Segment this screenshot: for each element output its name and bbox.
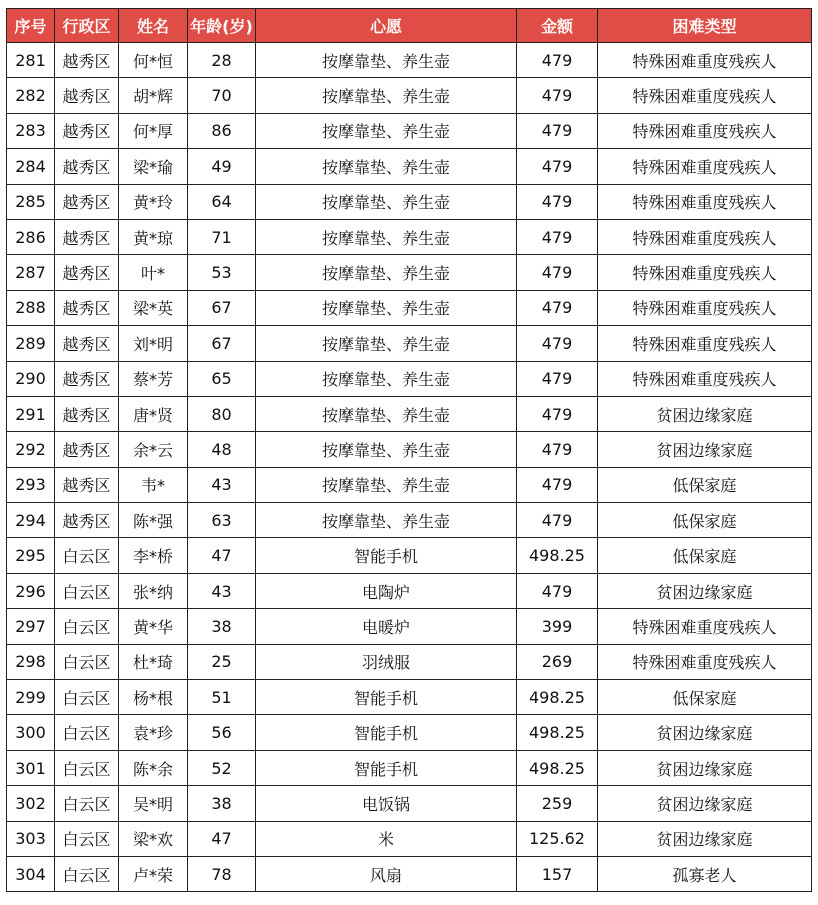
cell-amount: 479: [517, 361, 598, 396]
cell-hardship-type: 贫困边缘家庭: [598, 786, 812, 821]
table-row: [7, 644, 812, 679]
table-row: [7, 43, 812, 78]
cell-age: 43: [188, 467, 256, 502]
cell-district: 白云区: [55, 644, 119, 679]
cell-index: 288: [7, 290, 55, 325]
cell-wish: 按摩靠垫、养生壶: [256, 184, 517, 219]
cell-index: 281: [7, 43, 55, 78]
cell-age: 53: [188, 255, 256, 290]
cell-wish: 按摩靠垫、养生壶: [256, 219, 517, 254]
cell-wish: 按摩靠垫、养生壶: [256, 432, 517, 467]
cell-wish: 按摩靠垫、养生壶: [256, 43, 517, 78]
cell-district: 白云区: [55, 609, 119, 644]
cell-age: 56: [188, 715, 256, 750]
cell-wish: 按摩靠垫、养生壶: [256, 78, 517, 113]
cell-district: 越秀区: [55, 432, 119, 467]
table-row: [7, 113, 812, 148]
cell-hardship-type: 特殊困难重度残疾人: [598, 78, 812, 113]
header-amount: 金额: [517, 9, 598, 43]
cell-index: 296: [7, 573, 55, 608]
cell-name: 杜*琦: [119, 644, 188, 679]
cell-district: 越秀区: [55, 255, 119, 290]
cell-name: 黄*华: [119, 609, 188, 644]
cell-district: 越秀区: [55, 396, 119, 431]
cell-index: 295: [7, 538, 55, 573]
cell-index: 282: [7, 78, 55, 113]
cell-name: 李*桥: [119, 538, 188, 573]
cell-amount: 479: [517, 113, 598, 148]
cell-age: 38: [188, 609, 256, 644]
cell-wish: 米: [256, 821, 517, 856]
cell-index: 298: [7, 644, 55, 679]
table-row: [7, 396, 812, 431]
cell-wish: 智能手机: [256, 680, 517, 715]
cell-hardship-type: 特殊困难重度残疾人: [598, 326, 812, 361]
cell-name: 卢*荣: [119, 856, 188, 891]
table-row: [7, 184, 812, 219]
cell-amount: 498.25: [517, 715, 598, 750]
cell-amount: 479: [517, 467, 598, 502]
header-hardship-type: 困难类型: [598, 9, 812, 43]
cell-name: 黄*玲: [119, 184, 188, 219]
cell-hardship-type: 特殊困难重度残疾人: [598, 43, 812, 78]
cell-name: 杨*根: [119, 680, 188, 715]
cell-hardship-type: 特殊困难重度残疾人: [598, 219, 812, 254]
cell-name: 唐*贤: [119, 396, 188, 431]
cell-district: 越秀区: [55, 78, 119, 113]
cell-wish: 电饭锅: [256, 786, 517, 821]
cell-amount: 125.62: [517, 821, 598, 856]
cell-hardship-type: 低保家庭: [598, 503, 812, 538]
cell-age: 51: [188, 680, 256, 715]
table-body: [7, 43, 812, 892]
cell-index: 301: [7, 750, 55, 785]
cell-amount: 498.25: [517, 680, 598, 715]
cell-index: 289: [7, 326, 55, 361]
cell-wish: 按摩靠垫、养生壶: [256, 361, 517, 396]
cell-age: 28: [188, 43, 256, 78]
table-row: [7, 573, 812, 608]
cell-wish: 风扇: [256, 856, 517, 891]
cell-wish: 羽绒服: [256, 644, 517, 679]
table-row: [7, 715, 812, 750]
cell-district: 越秀区: [55, 43, 119, 78]
cell-district: 白云区: [55, 538, 119, 573]
table-row: [7, 538, 812, 573]
cell-name: 梁*英: [119, 290, 188, 325]
cell-name: 胡*辉: [119, 78, 188, 113]
header-wish: 心愿: [256, 9, 517, 43]
cell-district: 越秀区: [55, 326, 119, 361]
cell-name: 蔡*芳: [119, 361, 188, 396]
table-row: [7, 750, 812, 785]
cell-district: 白云区: [55, 680, 119, 715]
cell-amount: 479: [517, 219, 598, 254]
cell-name: 陈*强: [119, 503, 188, 538]
cell-district: 越秀区: [55, 503, 119, 538]
cell-amount: 479: [517, 326, 598, 361]
cell-age: 47: [188, 538, 256, 573]
cell-name: 叶*: [119, 255, 188, 290]
cell-amount: 479: [517, 396, 598, 431]
cell-age: 65: [188, 361, 256, 396]
cell-wish: 按摩靠垫、养生壶: [256, 149, 517, 184]
cell-index: 286: [7, 219, 55, 254]
cell-name: 刘*明: [119, 326, 188, 361]
cell-amount: 259: [517, 786, 598, 821]
cell-hardship-type: 贫困边缘家庭: [598, 396, 812, 431]
cell-amount: 479: [517, 78, 598, 113]
cell-age: 67: [188, 290, 256, 325]
cell-district: 白云区: [55, 750, 119, 785]
cell-age: 64: [188, 184, 256, 219]
cell-index: 285: [7, 184, 55, 219]
table-row: [7, 467, 812, 502]
table-row: [7, 78, 812, 113]
cell-hardship-type: 贫困边缘家庭: [598, 750, 812, 785]
cell-index: 304: [7, 856, 55, 891]
cell-age: 49: [188, 149, 256, 184]
header-name: 姓名: [119, 9, 188, 43]
cell-hardship-type: 特殊困难重度残疾人: [598, 361, 812, 396]
cell-age: 25: [188, 644, 256, 679]
cell-hardship-type: 特殊困难重度残疾人: [598, 644, 812, 679]
cell-index: 299: [7, 680, 55, 715]
cell-name: 梁*瑜: [119, 149, 188, 184]
cell-amount: 479: [517, 184, 598, 219]
table-header: [7, 9, 812, 43]
cell-wish: 按摩靠垫、养生壶: [256, 290, 517, 325]
cell-hardship-type: 贫困边缘家庭: [598, 715, 812, 750]
cell-hardship-type: 特殊困难重度残疾人: [598, 149, 812, 184]
cell-age: 63: [188, 503, 256, 538]
cell-age: 43: [188, 573, 256, 608]
cell-age: 80: [188, 396, 256, 431]
cell-amount: 399: [517, 609, 598, 644]
cell-index: 284: [7, 149, 55, 184]
cell-hardship-type: 特殊困难重度残疾人: [598, 184, 812, 219]
table-row: [7, 255, 812, 290]
cell-district: 越秀区: [55, 219, 119, 254]
cell-hardship-type: 低保家庭: [598, 538, 812, 573]
cell-hardship-type: 低保家庭: [598, 467, 812, 502]
cell-district: 白云区: [55, 821, 119, 856]
cell-district: 白云区: [55, 856, 119, 891]
cell-amount: 479: [517, 149, 598, 184]
cell-district: 越秀区: [55, 113, 119, 148]
table-row: [7, 326, 812, 361]
cell-amount: 498.25: [517, 538, 598, 573]
cell-index: 300: [7, 715, 55, 750]
cell-age: 47: [188, 821, 256, 856]
table-row: [7, 856, 812, 891]
cell-wish: 电暖炉: [256, 609, 517, 644]
cell-name: 张*纳: [119, 573, 188, 608]
cell-amount: 479: [517, 43, 598, 78]
cell-index: 294: [7, 503, 55, 538]
cell-name: 吴*明: [119, 786, 188, 821]
cell-index: 287: [7, 255, 55, 290]
cell-district: 越秀区: [55, 184, 119, 219]
header-row: [7, 9, 812, 43]
cell-name: 黄*琼: [119, 219, 188, 254]
cell-wish: 按摩靠垫、养生壶: [256, 503, 517, 538]
cell-wish: 按摩靠垫、养生壶: [256, 467, 517, 502]
cell-name: 袁*珍: [119, 715, 188, 750]
table-row: [7, 149, 812, 184]
cell-age: 86: [188, 113, 256, 148]
cell-amount: 498.25: [517, 750, 598, 785]
cell-amount: 479: [517, 573, 598, 608]
cell-hardship-type: 贫困边缘家庭: [598, 821, 812, 856]
table-row: [7, 219, 812, 254]
cell-wish: 电陶炉: [256, 573, 517, 608]
cell-district: 越秀区: [55, 361, 119, 396]
cell-index: 290: [7, 361, 55, 396]
table-row: [7, 290, 812, 325]
table-row: [7, 786, 812, 821]
cell-index: 293: [7, 467, 55, 502]
cell-wish: 智能手机: [256, 715, 517, 750]
table-row: [7, 609, 812, 644]
cell-age: 48: [188, 432, 256, 467]
cell-district: 白云区: [55, 786, 119, 821]
cell-amount: 479: [517, 290, 598, 325]
table-row: [7, 432, 812, 467]
cell-index: 303: [7, 821, 55, 856]
cell-index: 302: [7, 786, 55, 821]
header-district: 行政区: [55, 9, 119, 43]
header-index: 序号: [7, 9, 55, 43]
cell-name: 陈*余: [119, 750, 188, 785]
cell-district: 越秀区: [55, 290, 119, 325]
cell-hardship-type: 贫困边缘家庭: [598, 432, 812, 467]
cell-wish: 按摩靠垫、养生壶: [256, 113, 517, 148]
cell-name: 何*厚: [119, 113, 188, 148]
cell-amount: 157: [517, 856, 598, 891]
cell-wish: 按摩靠垫、养生壶: [256, 396, 517, 431]
cell-hardship-type: 贫困边缘家庭: [598, 573, 812, 608]
cell-hardship-type: 特殊困难重度残疾人: [598, 609, 812, 644]
cell-index: 291: [7, 396, 55, 431]
cell-wish: 智能手机: [256, 538, 517, 573]
cell-wish: 按摩靠垫、养生壶: [256, 255, 517, 290]
cell-district: 越秀区: [55, 149, 119, 184]
cell-age: 67: [188, 326, 256, 361]
table-row: [7, 821, 812, 856]
cell-amount: 479: [517, 255, 598, 290]
table-row: [7, 503, 812, 538]
cell-name: 余*云: [119, 432, 188, 467]
cell-amount: 269: [517, 644, 598, 679]
cell-index: 292: [7, 432, 55, 467]
cell-amount: 479: [517, 432, 598, 467]
cell-wish: 智能手机: [256, 750, 517, 785]
cell-hardship-type: 低保家庭: [598, 680, 812, 715]
cell-hardship-type: 特殊困难重度残疾人: [598, 113, 812, 148]
cell-hardship-type: 特殊困难重度残疾人: [598, 255, 812, 290]
cell-age: 78: [188, 856, 256, 891]
cell-index: 283: [7, 113, 55, 148]
cell-age: 38: [188, 786, 256, 821]
cell-hardship-type: 孤寡老人: [598, 856, 812, 891]
cell-age: 52: [188, 750, 256, 785]
table-row: [7, 680, 812, 715]
cell-index: 297: [7, 609, 55, 644]
cell-name: 韦*: [119, 467, 188, 502]
table-row: [7, 361, 812, 396]
header-age: 年龄(岁): [188, 9, 256, 43]
cell-age: 70: [188, 78, 256, 113]
cell-hardship-type: 特殊困难重度残疾人: [598, 290, 812, 325]
cell-name: 何*恒: [119, 43, 188, 78]
cell-district: 越秀区: [55, 467, 119, 502]
cell-district: 白云区: [55, 715, 119, 750]
cell-amount: 479: [517, 503, 598, 538]
cell-wish: 按摩靠垫、养生壶: [256, 326, 517, 361]
cell-name: 梁*欢: [119, 821, 188, 856]
wish-list-table: [6, 8, 812, 892]
cell-district: 白云区: [55, 573, 119, 608]
cell-age: 71: [188, 219, 256, 254]
